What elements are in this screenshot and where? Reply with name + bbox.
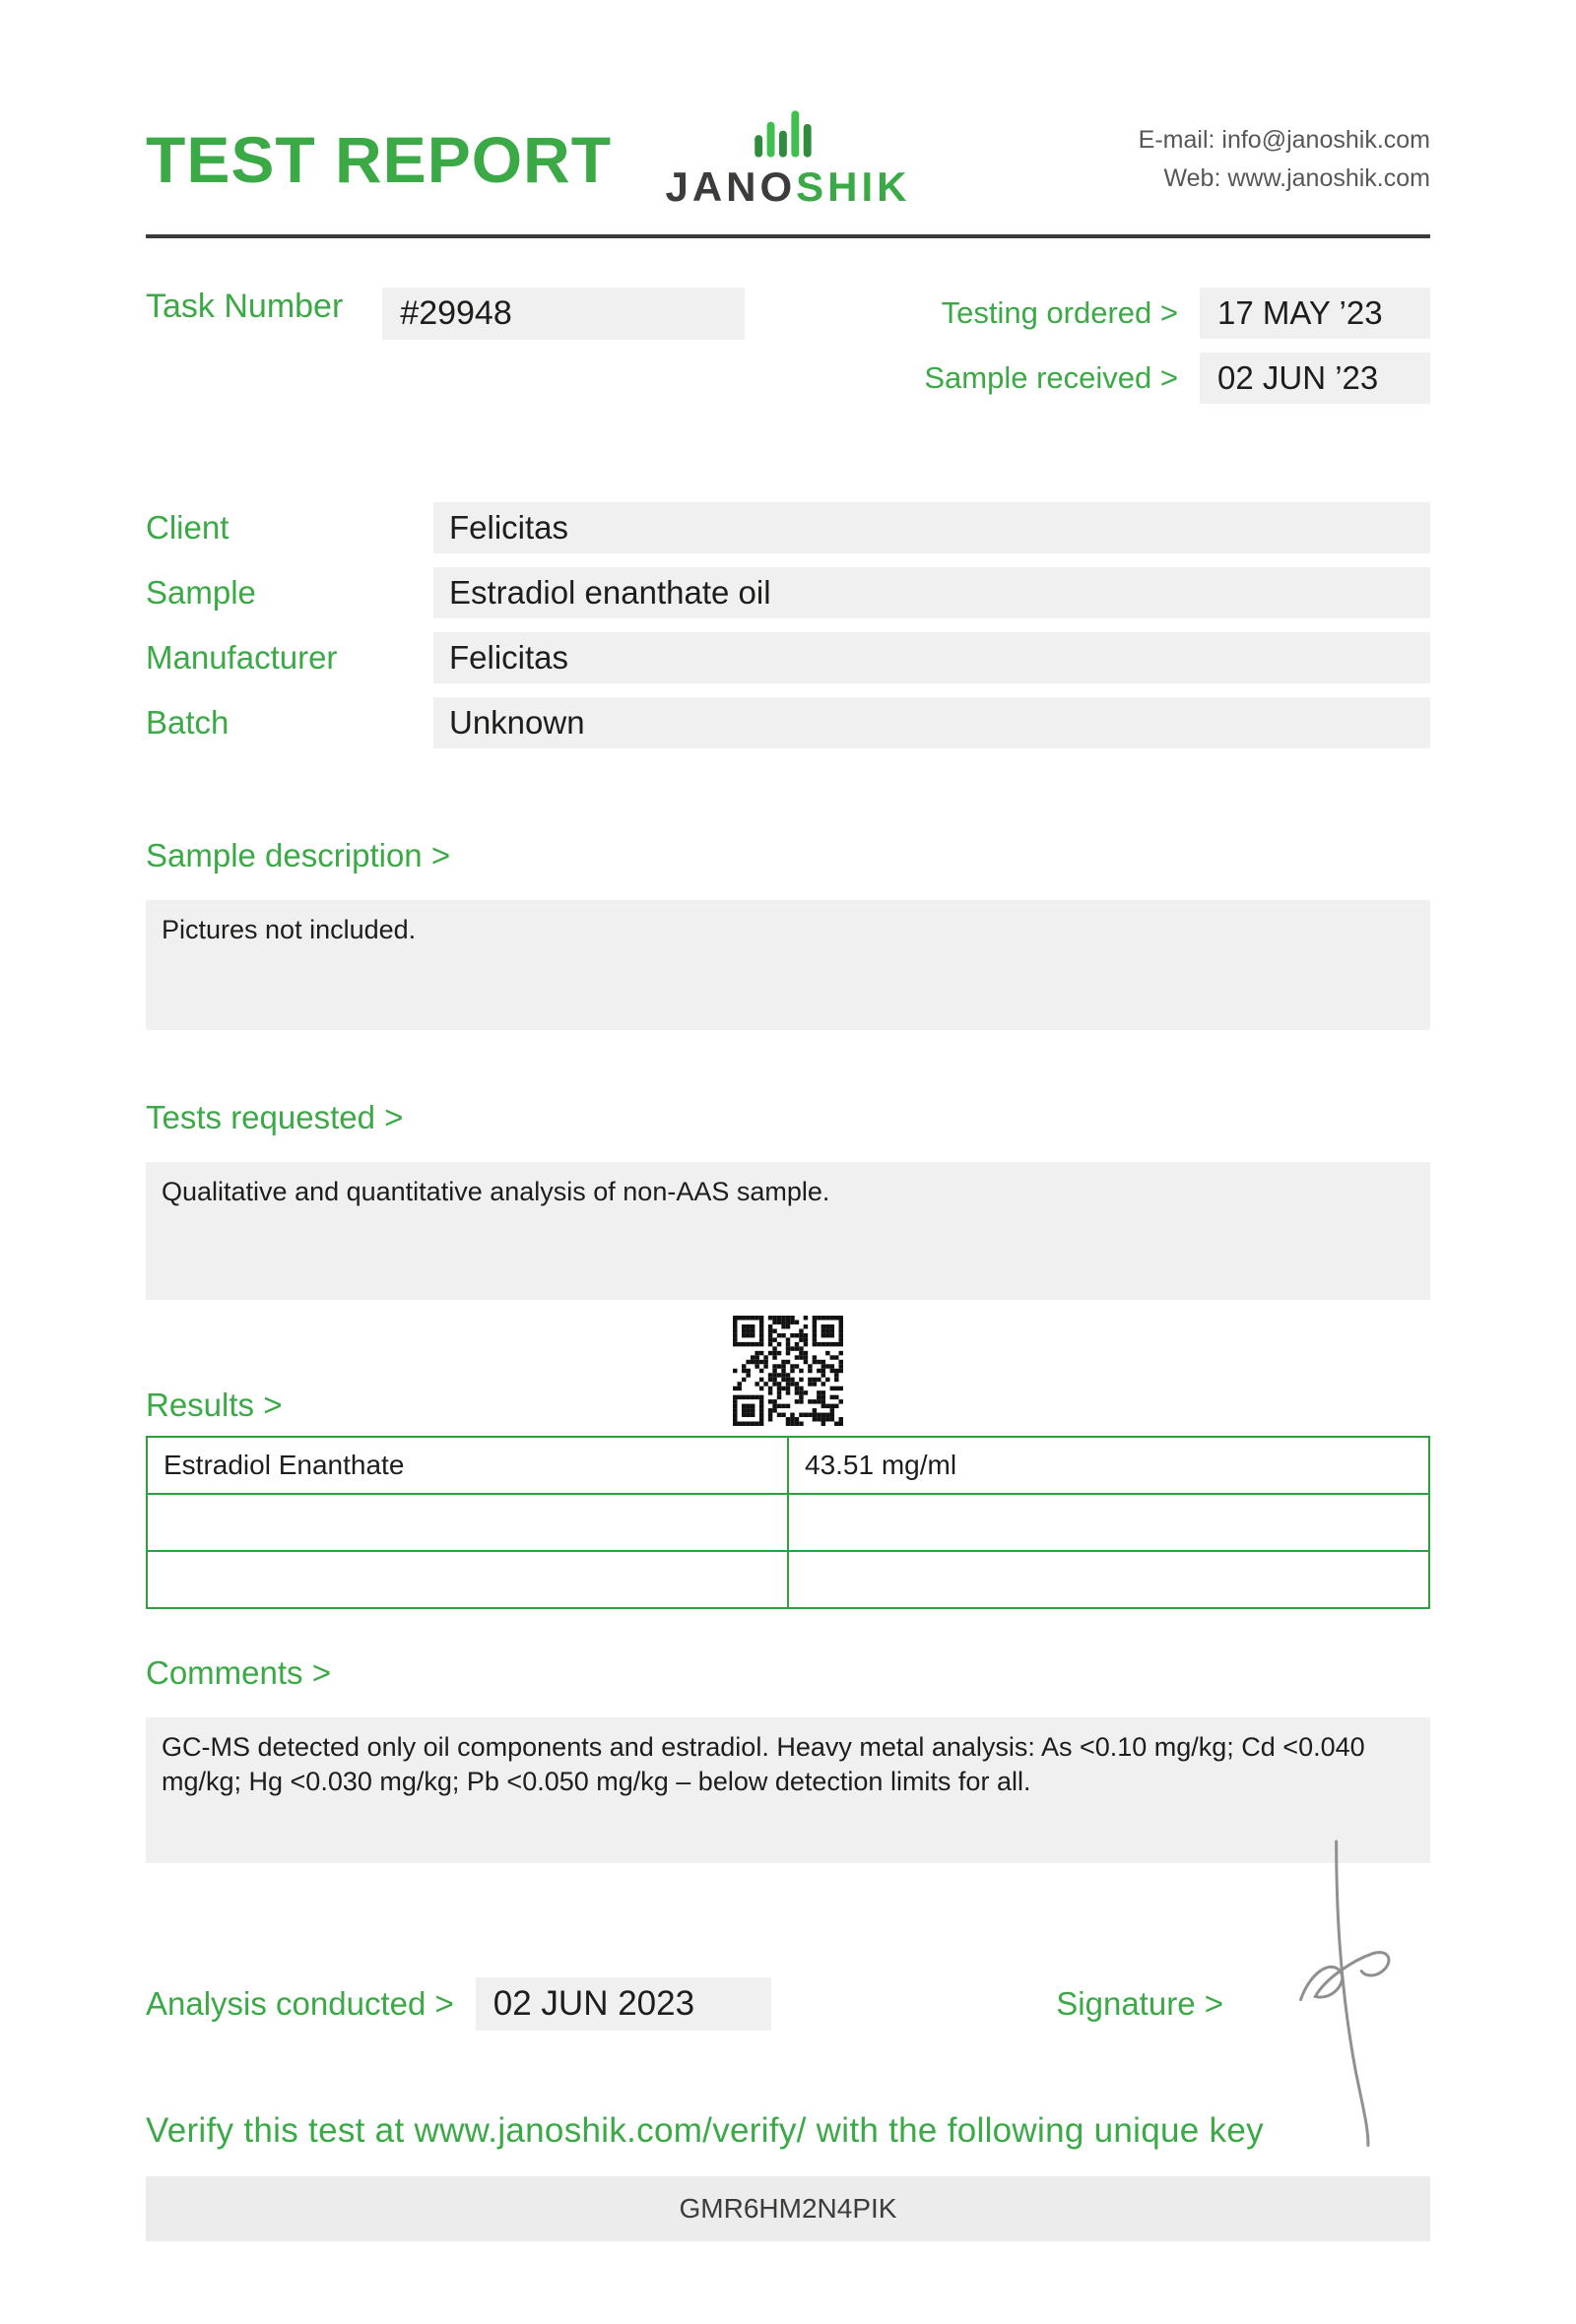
result-row	[147, 1437, 1429, 1494]
tests-requested-heading: Tests requested >	[146, 1099, 404, 1135]
result-name-cell	[147, 1551, 788, 1608]
analysis-date-value: 02 JUN 2023	[476, 1977, 771, 2031]
contact-info	[1139, 121, 1430, 198]
web-value: www.janoshik.com	[1227, 164, 1430, 192]
contact-web-line	[1139, 160, 1430, 198]
result-name-cell: Estradiol Enanthate	[147, 1437, 788, 1494]
tests-requested-box: Qualitative and quantitative analysis of non-AAS sample.	[146, 1162, 1430, 1300]
logo-text-accent: SHIK	[796, 163, 911, 210]
analysis-conducted-label: Analysis conducted >	[146, 1985, 454, 2022]
client-label: Client	[146, 509, 230, 546]
info-row-manufacturer	[146, 632, 1430, 683]
task-number-label: Task Number	[146, 288, 344, 325]
page-title: TEST REPORT	[146, 123, 613, 196]
result-name-cell	[147, 1494, 788, 1551]
sample-label: Sample	[146, 574, 256, 611]
sample-value: Estradiol enanthate oil	[433, 567, 1430, 618]
task-number-group	[146, 288, 745, 418]
comments-heading: Comments >	[146, 1654, 331, 1691]
verify-instruction: Verify this test at www.janoshik.com/verify/ with the following unique key	[146, 2111, 1264, 2150]
email-value: info@janoshik.com	[1221, 126, 1430, 155]
result-row	[147, 1494, 1429, 1551]
logo-wordmark	[665, 163, 910, 211]
comments-box: GC-MS detected only oil components and estradiol. Heavy metal analysis: As <0.10 mg/kg; Cd <0.040 mg/kg; Hg <0.030 mg/kg; Pb <0.050 mg/kg – below detection limits for all.	[146, 1717, 1430, 1863]
signature-scribble	[1263, 1830, 1430, 2155]
result-value-cell: 43.51 mg/ml	[788, 1437, 1429, 1494]
testing-ordered-label: Testing ordered >	[941, 295, 1178, 330]
task-number-value: #29948	[382, 288, 745, 340]
testing-ordered-value: 17 MAY ’23	[1200, 288, 1430, 339]
result-value-cell	[788, 1551, 1429, 1608]
web-label: Web:	[1163, 164, 1221, 192]
manufacturer-label: Manufacturer	[146, 639, 338, 676]
result-row	[147, 1551, 1429, 1608]
contact-email-line	[1139, 121, 1430, 160]
analysis-signature-row	[146, 1977, 1430, 2031]
dates-group	[924, 288, 1430, 418]
analysis-group	[146, 1977, 771, 2031]
client-value: Felicitas	[433, 502, 1430, 553]
results-heading-row	[146, 1316, 1430, 1426]
result-value-cell	[788, 1494, 1429, 1551]
signature-label: Signature >	[1056, 1985, 1223, 2022]
email-label: E-mail:	[1138, 126, 1215, 155]
sample-info-list	[146, 502, 1430, 748]
testing-ordered-row	[924, 288, 1430, 339]
header-divider	[146, 234, 1430, 238]
batch-value: Unknown	[433, 697, 1430, 748]
qr-code	[733, 1316, 843, 1426]
bar-chart-logo-icon	[753, 108, 823, 160]
sample-received-value: 02 JUN ’23	[1200, 353, 1430, 404]
task-meta-row	[146, 288, 1430, 418]
logo-text-primary: JANO	[665, 163, 797, 210]
unique-key-box: GMR6HM2N4PIK	[146, 2176, 1430, 2241]
sample-description-box: Pictures not included.	[146, 900, 1430, 1030]
janoshik-logo	[665, 108, 910, 211]
manufacturer-value: Felicitas	[433, 632, 1430, 683]
batch-label: Batch	[146, 704, 230, 741]
info-row-client	[146, 502, 1430, 553]
sample-description-heading: Sample description >	[146, 837, 451, 873]
sample-received-row	[924, 353, 1430, 404]
info-row-batch	[146, 697, 1430, 748]
results-heading: Results >	[146, 1387, 283, 1423]
report-header	[146, 0, 1430, 211]
results-table	[146, 1436, 1430, 1609]
info-row-sample	[146, 567, 1430, 618]
sample-received-label: Sample received >	[924, 360, 1178, 395]
